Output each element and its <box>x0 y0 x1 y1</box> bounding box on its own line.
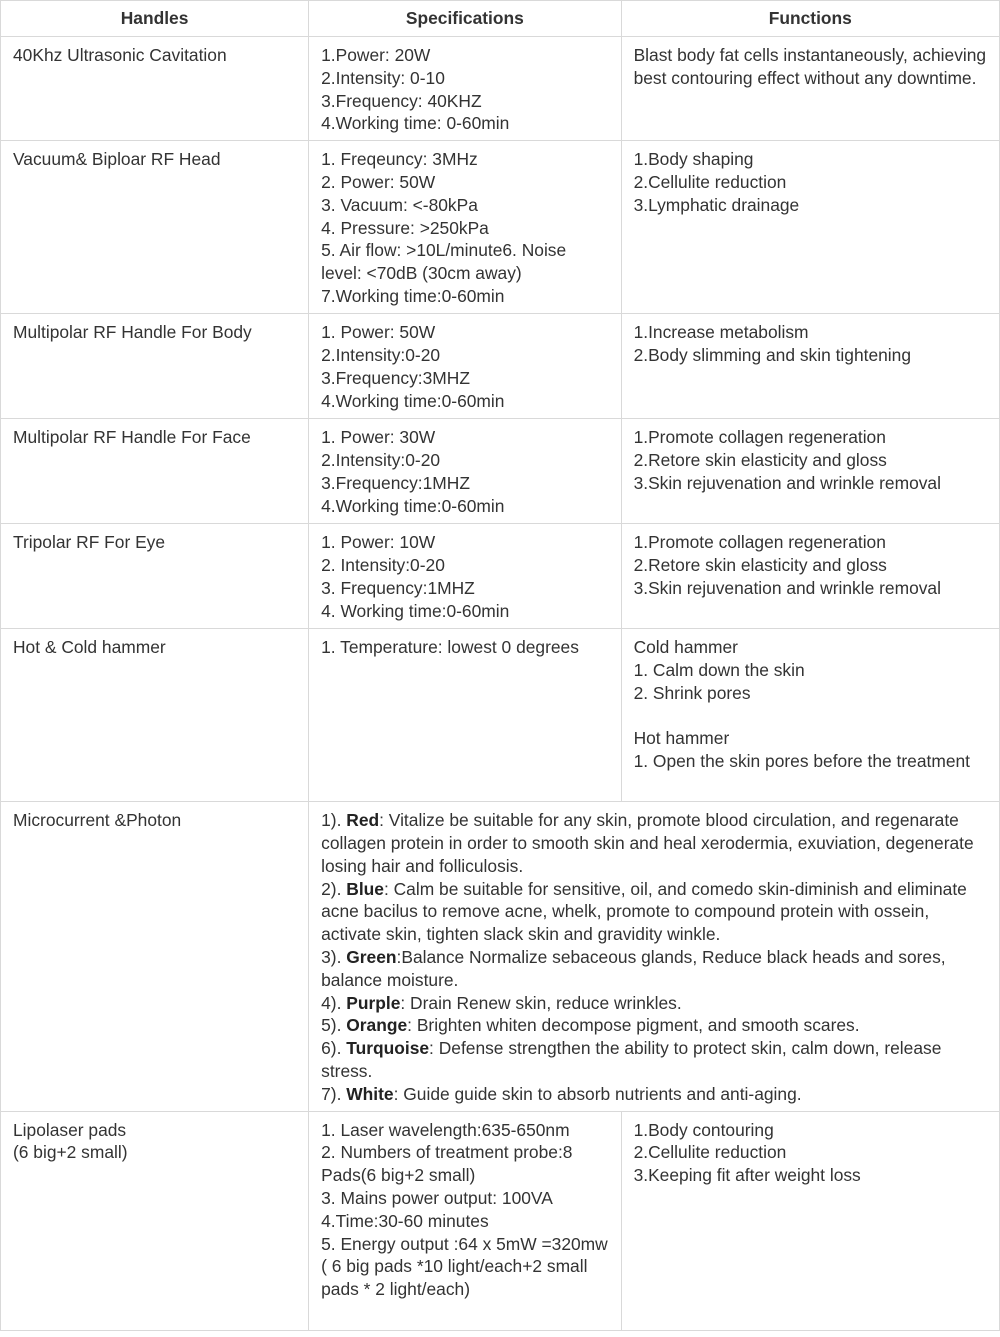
function-line: 3.Skin rejuvenation and wrinkle removal <box>633 472 941 493</box>
functions-cell <box>621 141 999 314</box>
function-line: 2.Retore skin elasticity and gloss <box>633 554 887 575</box>
photon-item-number: 5). <box>321 1015 347 1036</box>
spec-line: 1. Temperature: lowest 0 degrees <box>321 637 579 658</box>
spec-line: 4. Pressure: >250kPa <box>321 217 489 238</box>
photon-color-name: White <box>346 1083 394 1104</box>
table-row <box>1 802 1000 1111</box>
photon-item-text: : Brighten whiten decompose pigment, and smooth scares. <box>407 1015 860 1036</box>
function-line: 2. Shrink pores <box>633 682 751 703</box>
handle-cell: Multipolar RF Handle For Face <box>1 419 309 524</box>
spec-line: 1. Power: 30W <box>321 427 436 448</box>
handle-line: (6 big+2 small) <box>13 1142 128 1163</box>
spec-line: 5. Air flow: >10L/minute6. Noise level: <70dB (30cm away) <box>321 240 567 284</box>
photon-item-number: 3). <box>321 946 347 967</box>
photon-color-name: Red <box>346 810 380 831</box>
functions-cell <box>621 629 999 802</box>
functions-cell <box>621 1111 999 1330</box>
photon-color-name: Blue <box>346 878 384 899</box>
specs-cell <box>309 419 621 524</box>
photon-item <box>321 946 987 992</box>
function-line: 3.Keeping fit after weight loss <box>633 1165 861 1186</box>
spec-line: 1. Laser wavelength:635-650nm <box>321 1119 570 1140</box>
specs-cell <box>309 314 621 419</box>
spec-line: 7.Working time:0-60min <box>321 285 505 306</box>
functions-cell <box>621 419 999 524</box>
photon-item <box>321 809 987 877</box>
function-line: 1.Body contouring <box>633 1119 774 1140</box>
table-row <box>1 37 1000 141</box>
table-row <box>1 524 1000 629</box>
photon-color-name: Turquoise <box>346 1038 430 1059</box>
handle-cell: Vacuum& Biploar RF Head <box>1 141 309 314</box>
function-line: 1. Open the skin pores before the treatment <box>633 751 970 772</box>
photon-item-text: : Vitalize be suitable for any skin, promote blood circulation, and regenarate collagen protein in order to smooth skin and heal xerodermia, exuviation, degenerate losing hair and folliculosis. <box>321 810 974 876</box>
specs-cell <box>309 629 621 802</box>
photon-item-text: :Balance Normalize sebaceous glands, Reduce black heads and sores, balance moisture. <box>321 946 946 990</box>
spec-line: 4. Working time:0-60min <box>321 600 510 621</box>
handle-cell: Multipolar RF Handle For Body <box>1 314 309 419</box>
function-line: 2.Retore skin elasticity and gloss <box>633 449 887 470</box>
spec-line: 3. Frequency:1MHZ <box>321 577 475 598</box>
table-row <box>1 629 1000 802</box>
photon-color-name: Purple <box>346 992 401 1013</box>
photon-color-name: Orange <box>346 1015 408 1036</box>
photon-item <box>321 1037 987 1083</box>
spec-line: 1.Power: 20W <box>321 45 431 65</box>
function-line: 1. Calm down the skin <box>633 659 805 680</box>
handle-cell: 40Khz Ultrasonic Cavitation <box>1 37 309 141</box>
functions-cell <box>621 524 999 629</box>
function-line: 1.Promote collagen regeneration <box>633 532 886 553</box>
spec-line: 2. Power: 50W <box>321 171 436 192</box>
spec-line: 3.Frequency:3MHZ <box>321 367 470 388</box>
function-line: 1.Body shaping <box>633 149 754 170</box>
spec-line: 4.Working time:0-60min <box>321 495 505 516</box>
spec-line: 2. Numbers of treatment probe:8 Pads(6 big+2 small) <box>321 1142 573 1186</box>
photon-colors-cell <box>309 802 1000 1111</box>
spec-line: 3.Frequency: 40KHZ <box>321 90 482 111</box>
spec-line: 5. Energy output :64 x 5mW =320mw ( 6 big pads *10 light/each+2 small pads * 2 light/each) <box>321 1233 608 1300</box>
handle-cell <box>1 1111 309 1330</box>
function-line: 1.Promote collagen regeneration <box>633 427 886 448</box>
handle-cell: Hot & Cold hammer <box>1 629 309 802</box>
function-line: 2.Body slimming and skin tightening <box>633 344 912 365</box>
header-handles: Handles <box>1 1 309 37</box>
function-line: 2.Cellulite reduction <box>633 1142 787 1163</box>
photon-item-text: : Defense strengthen the ability to protect skin, calm down, release stress. <box>321 1038 942 1081</box>
function-line: 3.Skin rejuvenation and wrinkle removal <box>633 577 941 598</box>
functions-cell <box>621 314 999 419</box>
photon-item-text: : Drain Renew skin, reduce wrinkles. <box>400 992 682 1013</box>
specs-cell <box>309 1111 621 1330</box>
photon-item <box>321 1083 987 1106</box>
spec-line: 3. Mains power output: 100VA <box>321 1187 553 1208</box>
handle-cell: Tripolar RF For Eye <box>1 524 309 629</box>
handle-line: Lipolaser pads <box>13 1119 127 1140</box>
photon-item <box>321 992 987 1015</box>
handle-cell: Microcurrent &Photon <box>1 802 309 1111</box>
function-line: 1.Increase metabolism <box>633 322 809 343</box>
blank-line <box>634 705 987 728</box>
header-functions: Functions <box>621 1 999 37</box>
function-line: Hot hammer <box>633 728 730 749</box>
specs-cell <box>309 141 621 314</box>
spec-line: 2.Intensity:0-20 <box>321 344 441 365</box>
spec-line: 4.Working time:0-60min <box>321 390 505 411</box>
function-line: Blast body fat cells instantaneously, achieving best contouring effect without any downtime. <box>633 45 987 88</box>
spec-line: 4.Time:30-60 minutes <box>321 1210 489 1231</box>
photon-item-text: : Calm be suitable for sensitive, oil, and comedo skin-diminish and eliminate acne bacilus to remove acne, whelk, promote to compound protein with ossein, activate skin, tighten slack skin and gravidity winkle. <box>321 878 967 945</box>
header-specifications: Specifications <box>309 1 621 37</box>
spec-line: 2.Intensity: 0-10 <box>321 67 445 88</box>
specs-cell <box>309 37 621 141</box>
photon-item-number: 1). <box>321 810 347 831</box>
header-row <box>1 1 1000 37</box>
table-row <box>1 419 1000 524</box>
spec-line: 3.Frequency:1MHZ <box>321 472 470 493</box>
table-row <box>1 314 1000 419</box>
photon-item <box>321 878 987 946</box>
photon-item-number: 7). <box>321 1083 347 1104</box>
photon-item-number: 6). <box>321 1038 347 1059</box>
spec-line: 2.Intensity:0-20 <box>321 449 441 470</box>
spec-line: 1. Power: 50W <box>321 322 436 343</box>
table-row <box>1 1111 1000 1330</box>
spec-line: 1. Freqeuncy: 3MHz <box>321 149 478 170</box>
photon-item-number: 2). <box>321 878 347 899</box>
photon-item-text: : Guide guide skin to absorb nutrients and anti-aging. <box>393 1083 802 1104</box>
spec-line: 4.Working time: 0-60min <box>321 113 510 134</box>
spec-line: 1. Power: 10W <box>321 532 436 553</box>
function-line: 3.Lymphatic drainage <box>633 194 800 215</box>
function-line: 2.Cellulite reduction <box>633 171 787 192</box>
function-line: Cold hammer <box>633 637 738 658</box>
photon-item-number: 4). <box>321 992 347 1013</box>
functions-cell <box>621 37 999 141</box>
table-row <box>1 141 1000 314</box>
spec-line: 2. Intensity:0-20 <box>321 554 445 575</box>
spec-line: 3. Vacuum: <-80kPa <box>321 194 478 215</box>
specs-cell <box>309 524 621 629</box>
photon-item <box>321 1014 987 1037</box>
photon-color-name: Green <box>346 946 397 967</box>
